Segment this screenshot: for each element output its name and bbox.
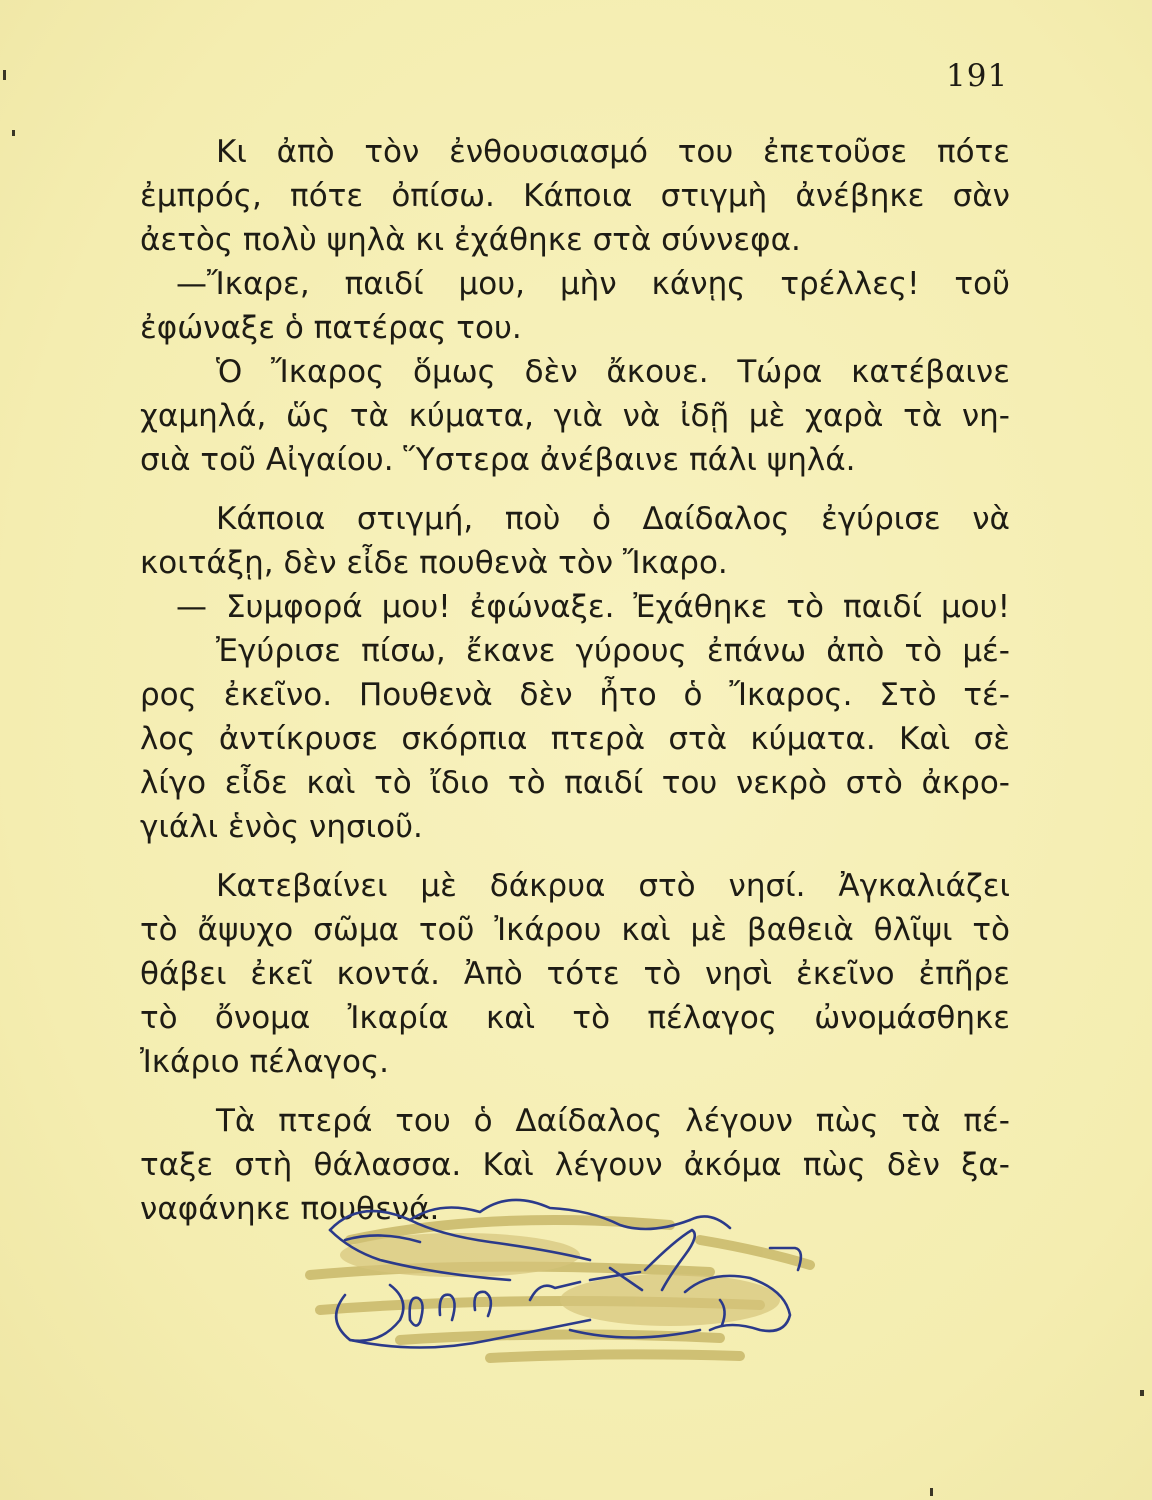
text-line: Κάποια στιγμή, ποὺ ὁ Δαίδαλος ἐγύρισε νὰ bbox=[216, 501, 1010, 537]
text-line: θάβει ἐκεῖ κοντά. Ἀπὸ τότε τὸ νησὶ ἐκεῖνο ἐπῆρε bbox=[140, 956, 1010, 992]
body-text bbox=[140, 130, 1010, 1231]
text-line: λίγο εἶδε καὶ τὸ ἴδιο τὸ παιδί του νεκρὸ στὸ ἀκρο- bbox=[140, 765, 1010, 801]
text-line: Ὁ Ἴκαρος ὅμως δὲν ἄκουε. Τώρα κατέβαινε bbox=[216, 354, 1010, 390]
text-line: Κατεβαίνει μὲ δάκρυα στὸ νησί. Ἀγκαλιάζει bbox=[216, 868, 1010, 904]
text-line: ταξε στὴ θάλασσα. Καὶ λέγουν ἀκόμα πὼς δὲν ξα- bbox=[140, 1147, 1010, 1183]
text-line: λος ἀντίκρυσε σκόρπια πτερὰ στὰ κύματα. Καὶ σὲ bbox=[140, 721, 1010, 757]
text-line: χαμηλά, ὥς τὰ κύματα, γιὰ νὰ ἰδῇ μὲ χαρὰ τὰ νη- bbox=[140, 398, 1010, 434]
text-line: Ἐγύρισε πίσω, ἔκανε γύρους ἐπάνω ἀπὸ τὸ μέ- bbox=[216, 633, 1010, 669]
text-line: — Συμφορά μου! ἐφώναξε. Ἐχάθηκε τὸ παιδί μου! bbox=[176, 589, 1010, 625]
text-line: ναφάνηκε πουθενά. bbox=[140, 1191, 440, 1227]
text-line: κοιτάξῃ, δὲν εἶδε πουθενὰ τὸν Ἴκαρο. bbox=[140, 545, 728, 581]
text-line: Τὰ πτερά του ὁ Δαίδαλος λέγουν πὼς τὰ πέ- bbox=[216, 1103, 1010, 1139]
icarus-illustration bbox=[290, 1180, 830, 1370]
text-line: —Ἴκαρε, παιδί μου, μὴν κάνῃς τρέλλες! τοῦ bbox=[176, 266, 1010, 302]
text-line: ἐμπρός, πότε ὀπίσω. Κάποια στιγμὴ ἀνέβηκε σὰν bbox=[140, 178, 1010, 214]
text-line: σιὰ τοῦ Αἰγαίου. Ὕστερα ἀνέβαινε πάλι ψηλά. bbox=[140, 442, 856, 478]
text-line: γιάλι ἑνὸς νησιοῦ. bbox=[140, 809, 423, 845]
text-line: τὸ ἄψυχο σῶμα τοῦ Ἰκάρου καὶ μὲ βαθειὰ θλῖψι τὸ bbox=[140, 912, 1010, 948]
text-line: Κι ἀπὸ τὸν ἐνθουσιασμό του ἐπετοῦσε πότε bbox=[216, 134, 1010, 170]
text-line: Ἰκάριο πέλαγος. bbox=[140, 1044, 390, 1080]
page-number: 191 bbox=[946, 58, 1009, 94]
text-line: ἐφώναξε ὁ πατέρας του. bbox=[140, 310, 522, 346]
text-line: τὸ ὄνομα Ἰκαρία καὶ τὸ πέλαγος ὠνομάσθηκε bbox=[140, 1000, 1010, 1036]
text-line: ρος ἐκεῖνο. Πουθενὰ δὲν ἦτο ὁ Ἴκαρος. Στὸ τέ- bbox=[140, 677, 1010, 713]
text-line: ἀετὸς πολὺ ψηλὰ κι ἐχάθηκε στὰ σύννεφα. bbox=[140, 222, 801, 258]
